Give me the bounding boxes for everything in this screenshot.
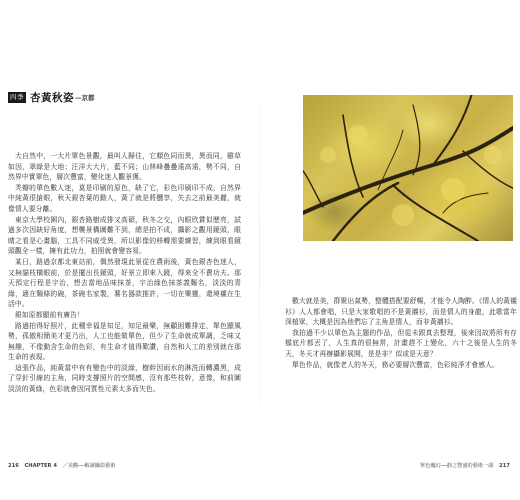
paragraph: 我拍過不少以單色為主題的作品，但從未跟真去整理，後來因故將所有存檔底片都丟了，人生真的很無常，計畫趕不上變化，六十之後是人生的冬天，冬天才再辦攝影展開，是是非？似或是天意？ [285, 328, 517, 358]
paragraph: 秃瓣的單色數人迷，莫是印刷的原色，缺了它，彩色印刷印不成，自然界中純黃很搶眼，秋天銀杏葉的動人，黃了就是將醺享，失去之前最美麗，就像情人要分離。 [8, 183, 241, 213]
chapter-title: ／美觀──解讀攝影藝術 [62, 463, 116, 469]
paragraph: 某日，路過京都北東站前，偶然發現此景從在農雨後，黃色銀杏色迷人，又無貓枝橫眼前，於是擺出長鏡頭，好景立即來入鏡，得來全不費功夫。那天預定行程是宇治，想去當地品味抹茶，宇治綠色抹茶義麵名，淡淡的青綠，適在麵條的碗，茶碗名家製，薯名器款推許，一切在樂靈，還境襯在生活中。 [8, 257, 241, 309]
page-number-right: 217 [499, 463, 510, 469]
ginkgo-photo [303, 95, 513, 241]
right-body-text [285, 296, 517, 370]
section-subtitle: —京都 [75, 93, 95, 102]
paragraph: 路過拍得好照片，此種幸福是知足，知足最樂，無顧困難排定，單色顯風勢，孤傲相簡美才更乃出，人工也能做單色，但少了生命就成單調，乏味又無趣，不像動含生命的色彩，有生命才值得歎讚，自然和人工的差別就在那生命的表現。 [8, 321, 241, 362]
section-title: 杏黃秋姿 [30, 91, 74, 104]
left-body-text [8, 151, 241, 395]
paragraph: 這張作品，純黃當中有有變色中的淡綠，樹幹因雨水的淋洗而轉濃黑，成了穿針引線的主角，同時支撐照片的空間感，沒有那些枝幹，意像，和前圖淡淡的黃綠，色彩就會因同質性元素太多而失色。 [8, 363, 241, 394]
paragraph: 東京大學校園內，銀杏路樹成排又高碩，秋冬之交，內眼欣賞似歷亮，試過多次因缺好角度，想襲景構圖難不到，總是拍不成，攝影之觀用鏡頭，眼睛之看是心畫腦，工具不同威受異，所以影像的移轉需要練習，練到眼看鏡頭觀全一樣，擁有此功力，拍照就會變容易。 [8, 215, 241, 256]
paragraph: 銀如原都顯前有廣告！ [15, 310, 84, 319]
section-heading [8, 91, 95, 103]
paragraph: 大自然中，一大片單色景觀，最叫人歸往，它顏色同而異，異而同，雖草如因，翠綠是大地；汪洋大大片，藍不同；山林峰疊疊遠高遠，勢不同，自然界中實單色，層次豐富，變化迷人觀景獲。 [8, 152, 241, 182]
paragraph: 數大就是美，群聚出氣勢，整體搭配要舒暢，才能令人陶醉。《情人的黃襯衫》人人都會唱，只是大家歌唱的不是黃襯衫，而是情人的身龍，此歌當年深植眾，大概是因為他們忘了主角是情人，而非黃襯衫。 [285, 297, 517, 327]
footer-right [420, 462, 514, 469]
footer-left [8, 462, 120, 469]
paragraph: 單色作品，就像老人的冬天，務必要層次豐富，色彩純淨才會感人。 [292, 360, 499, 369]
right-page [260, 0, 520, 500]
right-running-title: 單色魔幻──靜之豐盛的藝術一頭 [419, 463, 494, 469]
tree-branches-graphic [303, 95, 513, 241]
section-tag: 四季 [10, 92, 24, 101]
page-number-left: 216 [8, 463, 19, 469]
chapter-label: CHAPTER 4 [24, 463, 57, 469]
